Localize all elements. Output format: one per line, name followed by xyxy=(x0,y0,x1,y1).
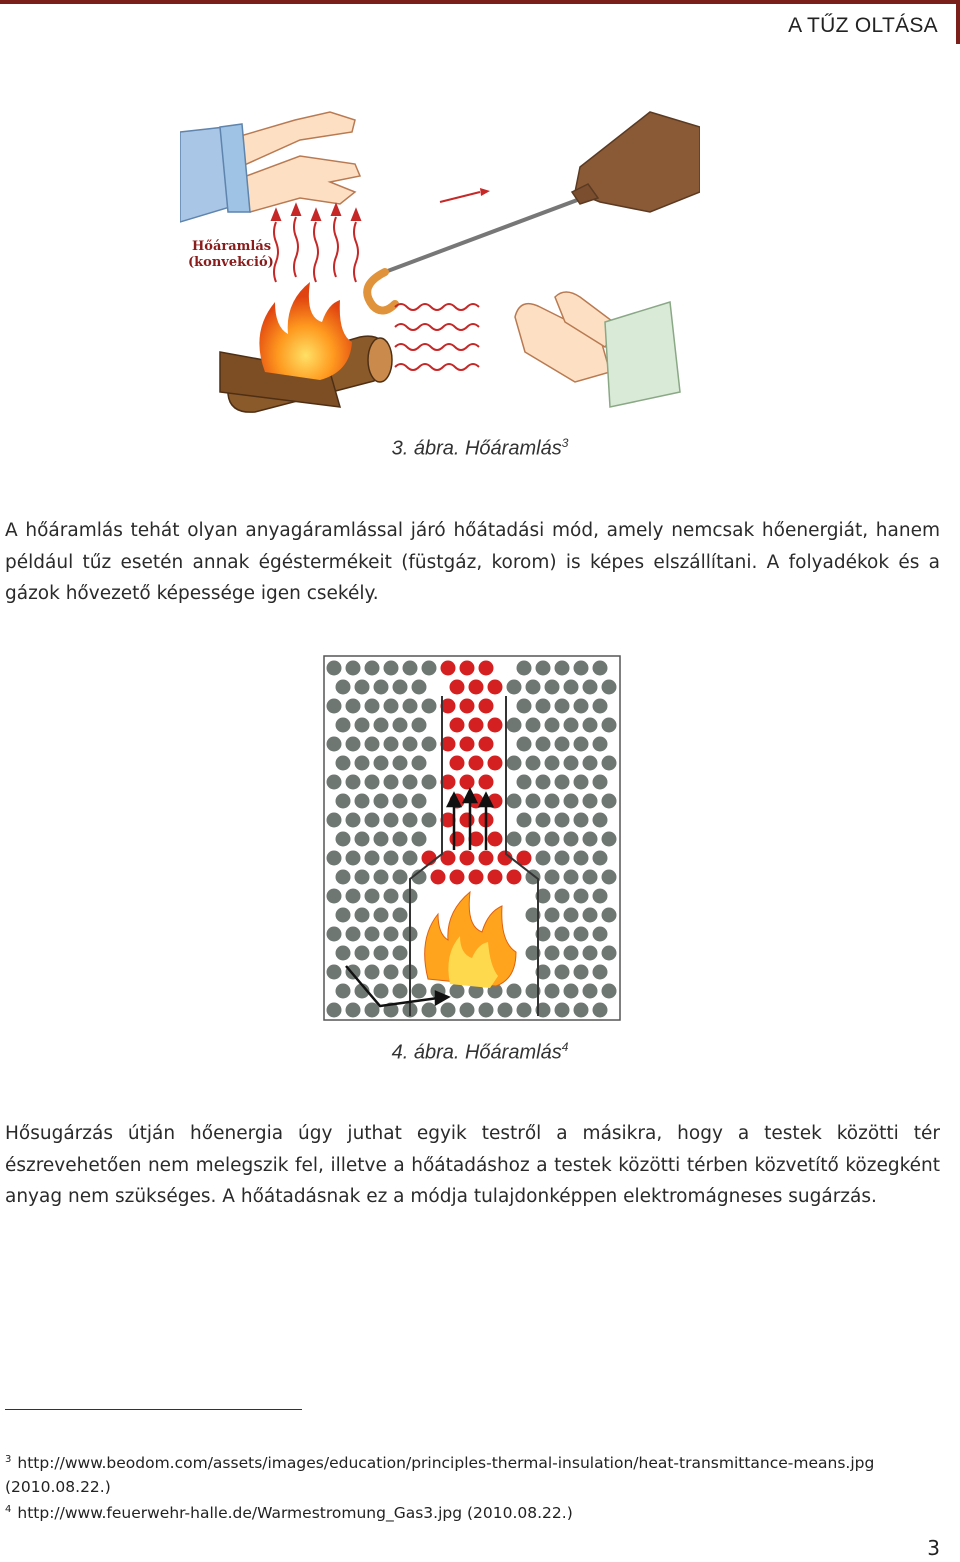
hot-particle xyxy=(488,680,503,695)
cold-particle xyxy=(374,794,389,809)
figure-4-caption-text: 4. ábra. Hőáramlás xyxy=(391,1041,562,1064)
cold-particle xyxy=(346,661,361,676)
cold-particle xyxy=(355,946,370,961)
cold-particle xyxy=(403,661,418,676)
cold-particle xyxy=(593,699,608,714)
cold-particle xyxy=(564,870,579,885)
cold-particle xyxy=(593,813,608,828)
cold-particle xyxy=(384,851,399,866)
cold-particle xyxy=(327,965,342,980)
cold-particle xyxy=(403,737,418,752)
cold-particle xyxy=(384,889,399,904)
cold-particle xyxy=(583,908,598,923)
cold-particle xyxy=(526,832,541,847)
cold-particle xyxy=(593,737,608,752)
cold-particle xyxy=(574,1003,589,1018)
cold-particle xyxy=(555,1003,570,1018)
cold-particle xyxy=(555,965,570,980)
hot-particle xyxy=(460,737,475,752)
convection-arrows-icon xyxy=(272,205,360,282)
cold-particle xyxy=(545,832,560,847)
cold-particle xyxy=(365,813,380,828)
cold-particle xyxy=(412,832,427,847)
cold-particle xyxy=(593,661,608,676)
hot-particle xyxy=(441,661,456,676)
cold-particle xyxy=(327,851,342,866)
cold-particle xyxy=(336,718,351,733)
cold-particle xyxy=(422,661,437,676)
cold-particle xyxy=(384,813,399,828)
cold-particle xyxy=(564,718,579,733)
cold-particle xyxy=(545,718,560,733)
cold-particle xyxy=(346,699,361,714)
footnote-4 xyxy=(5,1498,945,1525)
cold-particle xyxy=(422,813,437,828)
cold-particle xyxy=(403,775,418,790)
running-header: A TŰZ OLTÁSA xyxy=(788,14,938,37)
cold-particle xyxy=(517,1003,532,1018)
cold-particle xyxy=(517,813,532,828)
cold-particle xyxy=(545,984,560,999)
cold-particle xyxy=(593,1003,608,1018)
page-number: 3 xyxy=(927,1536,940,1560)
cold-particle xyxy=(526,756,541,771)
footnote-3-text: http://www.beodom.com/assets/images/education/principles-thermal-insulation/heat-transmittance-means.jpg (2010.08.22.) xyxy=(5,1454,875,1497)
cold-particle xyxy=(593,775,608,790)
cold-particle xyxy=(327,775,342,790)
cold-particle xyxy=(479,1003,494,1018)
cold-particle xyxy=(564,756,579,771)
cold-particle xyxy=(441,1003,456,1018)
cold-particle xyxy=(412,756,427,771)
cold-particle xyxy=(545,946,560,961)
cold-particle xyxy=(403,851,418,866)
cold-particle xyxy=(574,661,589,676)
cold-particle xyxy=(384,737,399,752)
cold-particle xyxy=(602,756,617,771)
cold-particle xyxy=(564,984,579,999)
cold-particle xyxy=(517,775,532,790)
cold-particle xyxy=(593,889,608,904)
cold-particle xyxy=(583,680,598,695)
footnote-separator xyxy=(5,1409,302,1410)
cold-particle xyxy=(327,737,342,752)
cold-particle xyxy=(555,927,570,942)
cold-particle xyxy=(327,927,342,942)
hot-particle xyxy=(450,718,465,733)
cold-particle xyxy=(564,794,579,809)
cold-particle xyxy=(555,813,570,828)
cold-particle xyxy=(393,794,408,809)
convection-label-line1: Hőáramlás xyxy=(192,239,272,254)
hot-particle xyxy=(488,756,503,771)
cold-particle xyxy=(507,680,522,695)
cold-particle xyxy=(602,680,617,695)
cold-particle xyxy=(602,718,617,733)
figure-3-caption xyxy=(0,436,960,461)
cold-particle xyxy=(545,908,560,923)
cold-particle xyxy=(536,775,551,790)
radiation-waves-icon xyxy=(395,304,479,370)
cold-particle xyxy=(564,908,579,923)
cold-particle xyxy=(602,870,617,885)
cold-particle xyxy=(346,813,361,828)
cold-particle xyxy=(327,1003,342,1018)
cold-particle xyxy=(574,813,589,828)
cold-particle xyxy=(327,813,342,828)
hot-particle xyxy=(469,756,484,771)
cold-particle xyxy=(526,794,541,809)
cold-particle xyxy=(545,680,560,695)
cold-particle xyxy=(517,699,532,714)
cold-particle xyxy=(583,756,598,771)
cold-particle xyxy=(393,984,408,999)
cold-particle xyxy=(374,946,389,961)
cold-particle xyxy=(555,851,570,866)
cold-particle xyxy=(574,699,589,714)
cold-particle xyxy=(545,756,560,771)
cold-particle xyxy=(346,927,361,942)
cold-particle xyxy=(384,775,399,790)
hot-particle xyxy=(450,680,465,695)
hot-particle xyxy=(431,870,446,885)
cold-particle xyxy=(422,775,437,790)
cold-particle xyxy=(346,737,361,752)
hot-particle xyxy=(479,851,494,866)
hot-particle xyxy=(460,813,475,828)
cold-particle xyxy=(574,889,589,904)
cold-particle xyxy=(336,832,351,847)
hot-particle xyxy=(507,870,522,885)
cold-particle xyxy=(336,794,351,809)
footnote-3 xyxy=(5,1448,945,1499)
hot-particle xyxy=(460,699,475,714)
cold-particle xyxy=(336,680,351,695)
hot-particle xyxy=(479,699,494,714)
cold-particle xyxy=(393,756,408,771)
hot-particle xyxy=(460,851,475,866)
cold-particle xyxy=(393,832,408,847)
cold-particle xyxy=(365,851,380,866)
cold-particle xyxy=(346,851,361,866)
cold-particle xyxy=(336,870,351,885)
cold-particle xyxy=(365,965,380,980)
gloved-hand-icon xyxy=(572,112,700,212)
cold-particle xyxy=(536,851,551,866)
cold-particle xyxy=(422,1003,437,1018)
cold-particle xyxy=(365,1003,380,1018)
cold-particle xyxy=(507,718,522,733)
cold-particle xyxy=(507,756,522,771)
figure-4-caption xyxy=(0,1040,960,1065)
cold-particle xyxy=(355,794,370,809)
cold-particle xyxy=(574,775,589,790)
cold-particle xyxy=(536,737,551,752)
figure-4-caption-ref: 4 xyxy=(561,1040,569,1054)
cold-particle xyxy=(403,699,418,714)
cold-particle xyxy=(555,661,570,676)
cold-particle xyxy=(393,680,408,695)
cold-particle xyxy=(583,794,598,809)
cold-particle xyxy=(574,965,589,980)
cold-particle xyxy=(355,718,370,733)
header-rule xyxy=(0,0,960,4)
cold-particle xyxy=(346,775,361,790)
cold-particle xyxy=(393,946,408,961)
heat-flow-illustration xyxy=(180,72,700,417)
cold-particle xyxy=(583,870,598,885)
warming-hands-right-icon xyxy=(515,292,680,407)
cold-particle xyxy=(574,737,589,752)
cold-particle xyxy=(374,870,389,885)
convection-label-line2: (konvekció) xyxy=(188,255,274,270)
cold-particle xyxy=(526,680,541,695)
cold-particle xyxy=(336,756,351,771)
cold-particle xyxy=(422,699,437,714)
hot-particle xyxy=(469,680,484,695)
cold-particle xyxy=(384,699,399,714)
header-side-rule xyxy=(956,0,960,44)
cold-particle xyxy=(365,927,380,942)
cold-particle xyxy=(583,718,598,733)
paragraph-radiation: Hősugárzás útján hőenergia úgy juthat egyik testről a másikra, hogy a testek közötti tér észrevehetően nem melegszik fel, illetve a hőátadáshoz a testek közötti térben közvetítő közegként anyag nem szükséges. A hőátadásnak ez a módja tulajdonképpen elektromágneses sugárzás. xyxy=(5,1123,940,1207)
cold-particle xyxy=(365,699,380,714)
cold-particle xyxy=(374,680,389,695)
cold-particle xyxy=(355,680,370,695)
cold-particle xyxy=(574,851,589,866)
hot-particle xyxy=(460,661,475,676)
hot-particle xyxy=(469,718,484,733)
cold-particle xyxy=(393,908,408,923)
cold-particle xyxy=(374,718,389,733)
footnote-4-ref: 4 xyxy=(5,1504,12,1515)
cold-particle xyxy=(517,661,532,676)
cold-particle xyxy=(327,889,342,904)
cold-particle xyxy=(327,699,342,714)
cold-particle xyxy=(355,870,370,885)
cold-particle xyxy=(593,851,608,866)
cold-particle xyxy=(374,908,389,923)
hot-particle xyxy=(479,661,494,676)
cold-particle xyxy=(374,756,389,771)
cold-particle xyxy=(555,737,570,752)
cold-particle xyxy=(384,661,399,676)
cold-particle xyxy=(602,984,617,999)
warming-hands-icon xyxy=(180,112,360,222)
cold-particle xyxy=(374,832,389,847)
cold-particle xyxy=(564,832,579,847)
hot-particle xyxy=(488,718,503,733)
hot-particle xyxy=(469,870,484,885)
cold-particle xyxy=(574,927,589,942)
paragraph-heat-flow: A hőáramlás tehát olyan anyagáramlással járó hőátadási mód, amely nemcsak hőenergiát, hanem például tűz esetén annak égéstermékeit (füstgáz, korom) is képes elszállítani. A folyadékok és a gázok hővezető képessége igen csekély. xyxy=(5,520,940,604)
cold-particle xyxy=(384,927,399,942)
cold-particle xyxy=(374,984,389,999)
cold-particle xyxy=(517,737,532,752)
cold-particle xyxy=(545,794,560,809)
cold-particle xyxy=(583,946,598,961)
cold-particle xyxy=(536,661,551,676)
cold-particle xyxy=(602,832,617,847)
cold-particle xyxy=(460,1003,475,1018)
cold-particle xyxy=(555,775,570,790)
convection-particle-diagram xyxy=(320,654,624,1024)
cold-particle xyxy=(346,1003,361,1018)
cold-particle xyxy=(593,927,608,942)
cold-particle xyxy=(412,680,427,695)
hot-particle xyxy=(488,832,503,847)
cold-particle xyxy=(346,889,361,904)
cold-particle xyxy=(555,889,570,904)
cold-particle xyxy=(422,737,437,752)
cold-particle xyxy=(336,946,351,961)
cold-particle xyxy=(507,832,522,847)
cold-particle xyxy=(355,908,370,923)
cold-particle xyxy=(593,965,608,980)
cold-particle xyxy=(336,984,351,999)
cold-particle xyxy=(403,813,418,828)
cold-particle xyxy=(583,832,598,847)
cold-particle xyxy=(564,946,579,961)
figure-3-caption-ref: 3 xyxy=(561,436,569,450)
cold-particle xyxy=(365,775,380,790)
cold-particle xyxy=(555,699,570,714)
footnote-3-ref: 3 xyxy=(5,1454,12,1465)
hot-particle xyxy=(488,870,503,885)
cold-particle xyxy=(393,718,408,733)
cold-particle xyxy=(365,889,380,904)
hot-particle xyxy=(450,832,465,847)
cold-particle xyxy=(355,832,370,847)
cold-particle xyxy=(327,661,342,676)
cold-particle xyxy=(365,737,380,752)
cold-particle xyxy=(450,984,465,999)
cold-particle xyxy=(536,813,551,828)
cold-particle xyxy=(393,870,408,885)
cold-particle xyxy=(365,661,380,676)
hot-particle xyxy=(450,870,465,885)
upward-arrows-icon xyxy=(448,790,492,850)
cold-particle xyxy=(412,794,427,809)
cold-particle xyxy=(336,908,351,923)
hot-particle xyxy=(479,737,494,752)
cold-particle xyxy=(602,946,617,961)
cold-particle xyxy=(545,870,560,885)
cold-particle xyxy=(384,965,399,980)
cold-particle xyxy=(602,908,617,923)
cold-particle xyxy=(498,1003,513,1018)
cold-particle xyxy=(602,794,617,809)
cold-particle xyxy=(507,984,522,999)
cold-particle xyxy=(412,718,427,733)
cold-particle xyxy=(412,984,427,999)
hot-particle xyxy=(479,775,494,790)
cold-particle xyxy=(507,794,522,809)
cold-particle xyxy=(564,680,579,695)
cold-particle xyxy=(526,718,541,733)
hot-particle xyxy=(450,756,465,771)
hot-particle xyxy=(460,775,475,790)
figure-3-caption-text: 3. ábra. Hőáramlás xyxy=(391,437,562,460)
cold-particle xyxy=(355,756,370,771)
footnote-4-text: http://www.feuerwehr-halle.de/Warmestromung_Gas3.jpg (2010.08.22.) xyxy=(17,1504,573,1523)
cold-particle xyxy=(583,984,598,999)
cold-particle xyxy=(536,699,551,714)
